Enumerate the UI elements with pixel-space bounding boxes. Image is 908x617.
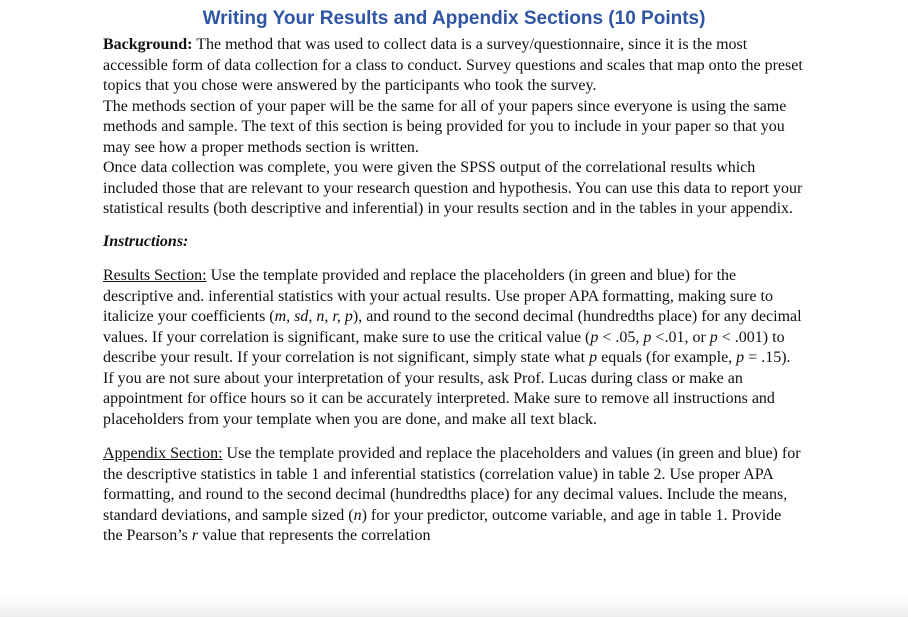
background-label: Background: bbox=[103, 36, 193, 53]
results-text-2: ), and round to the second decimal (hundredths place) for any decimal values. If your correlation is significant, make sure to use the critical value ( bbox=[103, 308, 802, 346]
appendix-text-2: ) for your predictor, outcome variable, and age in table 1. Provide the Pearson’s bbox=[103, 506, 782, 544]
p-symbol: p bbox=[736, 349, 745, 366]
p-symbol: p bbox=[709, 328, 718, 346]
spacer bbox=[103, 430, 803, 444]
p-symbol: p bbox=[589, 349, 598, 366]
results-text-6: equals (for example, bbox=[597, 349, 737, 366]
results-coefficients: m, sd, n, r, p bbox=[274, 308, 353, 325]
appendix-text-3: value that represents the correlation bbox=[198, 527, 431, 544]
instructions-heading bbox=[103, 232, 803, 253]
appendix-paragraph bbox=[103, 444, 803, 547]
instructions-heading-text: Instructions: bbox=[103, 232, 189, 250]
background-text-1: The method that was used to collect data is a survey/questionnaire, since it is the most accessible form of data collection for a class to conduct. Survey questions and scales that map onto the preset topics that you chose were answered by the participants who took the survey. bbox=[103, 36, 803, 94]
results-text-7: = .15). If you are not sure about your interpretation of your results, ask Prof. Lucas during class or make an appointment for office hours so it can be accurately interpreted. Make sure to remove all instructions and placeholders from your template when you are done, and make all text black. bbox=[103, 349, 791, 428]
r-symbol: r bbox=[191, 527, 199, 544]
results-label: Results Section: bbox=[103, 267, 207, 284]
document-body bbox=[103, 35, 803, 547]
results-text-1: Use the template provided and replace the placeholders (in green and blue) for the descriptive and. inferential statistics with your actual results. Use proper APA formatting, making sure to italicize your coefficients ( bbox=[103, 267, 773, 325]
appendix-label: Appendix Section: bbox=[103, 445, 223, 462]
appendix-text-1: Use the template provided and replace the placeholders and values (in green and blue) for the descriptive statistics in table 1 and inferential statistics (correlation value) in table 2. Use proper APA formatting, and round to the second decimal (hundredths place) for any decimal values. Include the means, standard deviations, and sample sized ( bbox=[103, 445, 801, 524]
background-paragraph-3: Once data collection was complete, you were given the SPSS output of the correlational results which included those that are relevant to your research question and hypothesis. You can use this data to report your statistical results (both descriptive and inferential) in your results section and in the tables in your appendix. bbox=[103, 159, 803, 217]
page-title: Writing Your Results and Appendix Sections (10 Points) bbox=[202, 8, 706, 29]
bottom-fade bbox=[0, 595, 908, 617]
p-symbol: p bbox=[590, 328, 599, 346]
spacer bbox=[103, 252, 803, 266]
background-paragraph-1 bbox=[103, 35, 803, 97]
spacer bbox=[103, 220, 803, 232]
background-paragraph-2: The methods section of your paper will be the same for all of your papers since everyone is using the same methods and sample. The text of this section is being provided for you to include in your paper so that you may see how a proper methods section is written. bbox=[103, 97, 787, 156]
results-text-5: < .001) to describe your result. If your correlation is not significant, simply state what bbox=[103, 328, 785, 366]
n-symbol: n bbox=[353, 506, 362, 524]
p-symbol: p bbox=[643, 328, 652, 346]
results-text-4: <.01, or bbox=[651, 328, 710, 346]
results-text-3: < .05, bbox=[598, 328, 644, 346]
results-paragraph bbox=[103, 266, 803, 430]
